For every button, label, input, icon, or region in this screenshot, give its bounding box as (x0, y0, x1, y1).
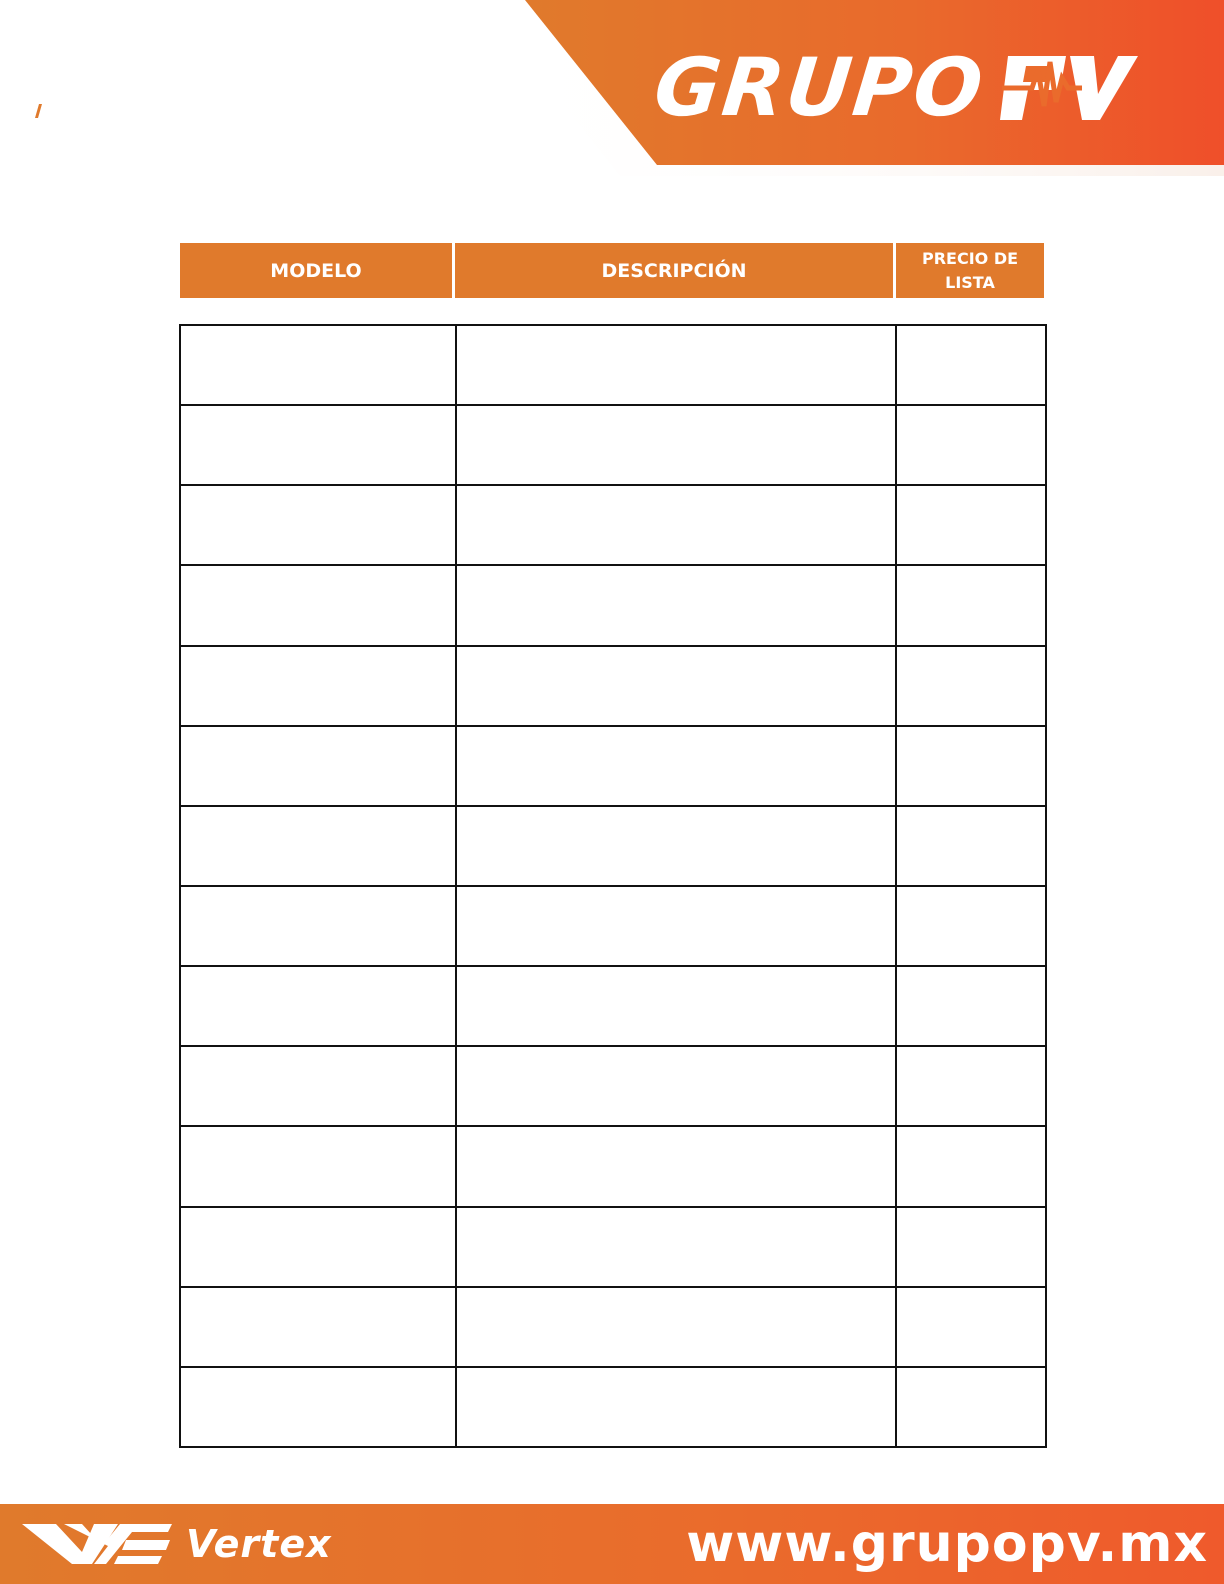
vertex-chevron-icon (22, 1522, 172, 1566)
descripcion-cell[interactable] (456, 806, 896, 886)
website-url[interactable]: www.grupopv.mx (686, 1514, 1208, 1574)
modelo-cell[interactable] (180, 806, 456, 886)
column-header-precio-label: PRECIO DE LISTA (921, 248, 1019, 292)
precio-cell[interactable] (896, 1367, 1046, 1447)
table-row (180, 806, 1046, 886)
table-row (180, 726, 1046, 806)
modelo-cell[interactable] (180, 886, 456, 966)
precio-cell[interactable] (896, 1126, 1046, 1206)
descripcion-cell[interactable] (456, 1287, 896, 1367)
modelo-cell[interactable] (180, 966, 456, 1046)
precio-cell[interactable] (896, 886, 1046, 966)
descripcion-cell[interactable] (456, 966, 896, 1046)
precio-cell[interactable] (896, 806, 1046, 886)
precio-cell[interactable] (896, 726, 1046, 806)
precio-cell[interactable] (896, 646, 1046, 726)
brand-word: GRUPO (650, 41, 989, 134)
column-header-descripcion (455, 243, 893, 298)
descripcion-cell[interactable] (456, 1367, 896, 1447)
modelo-cell[interactable] (180, 1287, 456, 1367)
price-list-table (179, 324, 1047, 1448)
table-row (180, 485, 1046, 565)
table-row (180, 886, 1046, 966)
descripcion-cell[interactable] (456, 886, 896, 966)
modelo-cell[interactable] (180, 325, 456, 405)
descripcion-cell[interactable] (456, 726, 896, 806)
table-row (180, 966, 1046, 1046)
column-header-precio (896, 243, 1044, 298)
modelo-cell[interactable] (180, 1367, 456, 1447)
modelo-cell[interactable] (180, 1046, 456, 1126)
descripcion-cell[interactable] (456, 485, 896, 565)
table-row (180, 1126, 1046, 1206)
vertex-wordmark: Vertex (186, 1522, 332, 1566)
pv-pulse-icon (998, 48, 1138, 128)
table-row (180, 565, 1046, 645)
modelo-cell[interactable] (180, 405, 456, 485)
table-row (180, 325, 1046, 405)
precio-cell[interactable] (896, 966, 1046, 1046)
descripcion-cell[interactable] (456, 646, 896, 726)
descripcion-cell[interactable] (456, 405, 896, 485)
table-row (180, 1367, 1046, 1447)
corner-mark (35, 104, 43, 118)
modelo-cell[interactable] (180, 1126, 456, 1206)
modelo-cell[interactable] (180, 565, 456, 645)
precio-cell[interactable] (896, 485, 1046, 565)
descripcion-cell[interactable] (456, 1046, 896, 1126)
precio-cell[interactable] (896, 325, 1046, 405)
descripcion-cell[interactable] (456, 1207, 896, 1287)
vertex-logo (22, 1522, 332, 1566)
descripcion-cell[interactable] (456, 1126, 896, 1206)
table-row (180, 646, 1046, 726)
column-header-modelo-label: MODELO (270, 259, 362, 282)
modelo-cell[interactable] (180, 726, 456, 806)
table-row (180, 1207, 1046, 1287)
price-list-body (180, 325, 1046, 1447)
table-row (180, 405, 1046, 485)
precio-cell[interactable] (896, 1046, 1046, 1126)
descripcion-cell[interactable] (456, 565, 896, 645)
modelo-cell[interactable] (180, 485, 456, 565)
table-row (180, 1287, 1046, 1367)
precio-cell[interactable] (896, 1207, 1046, 1287)
grupo-pv-logo (650, 41, 1138, 134)
descripcion-cell[interactable] (456, 325, 896, 405)
column-header-modelo (180, 243, 452, 298)
modelo-cell[interactable] (180, 1207, 456, 1287)
precio-cell[interactable] (896, 565, 1046, 645)
modelo-cell[interactable] (180, 646, 456, 726)
precio-cell[interactable] (896, 1287, 1046, 1367)
precio-cell[interactable] (896, 405, 1046, 485)
table-row (180, 1046, 1046, 1126)
column-header-descripcion-label: DESCRIPCIÓN (601, 259, 747, 282)
